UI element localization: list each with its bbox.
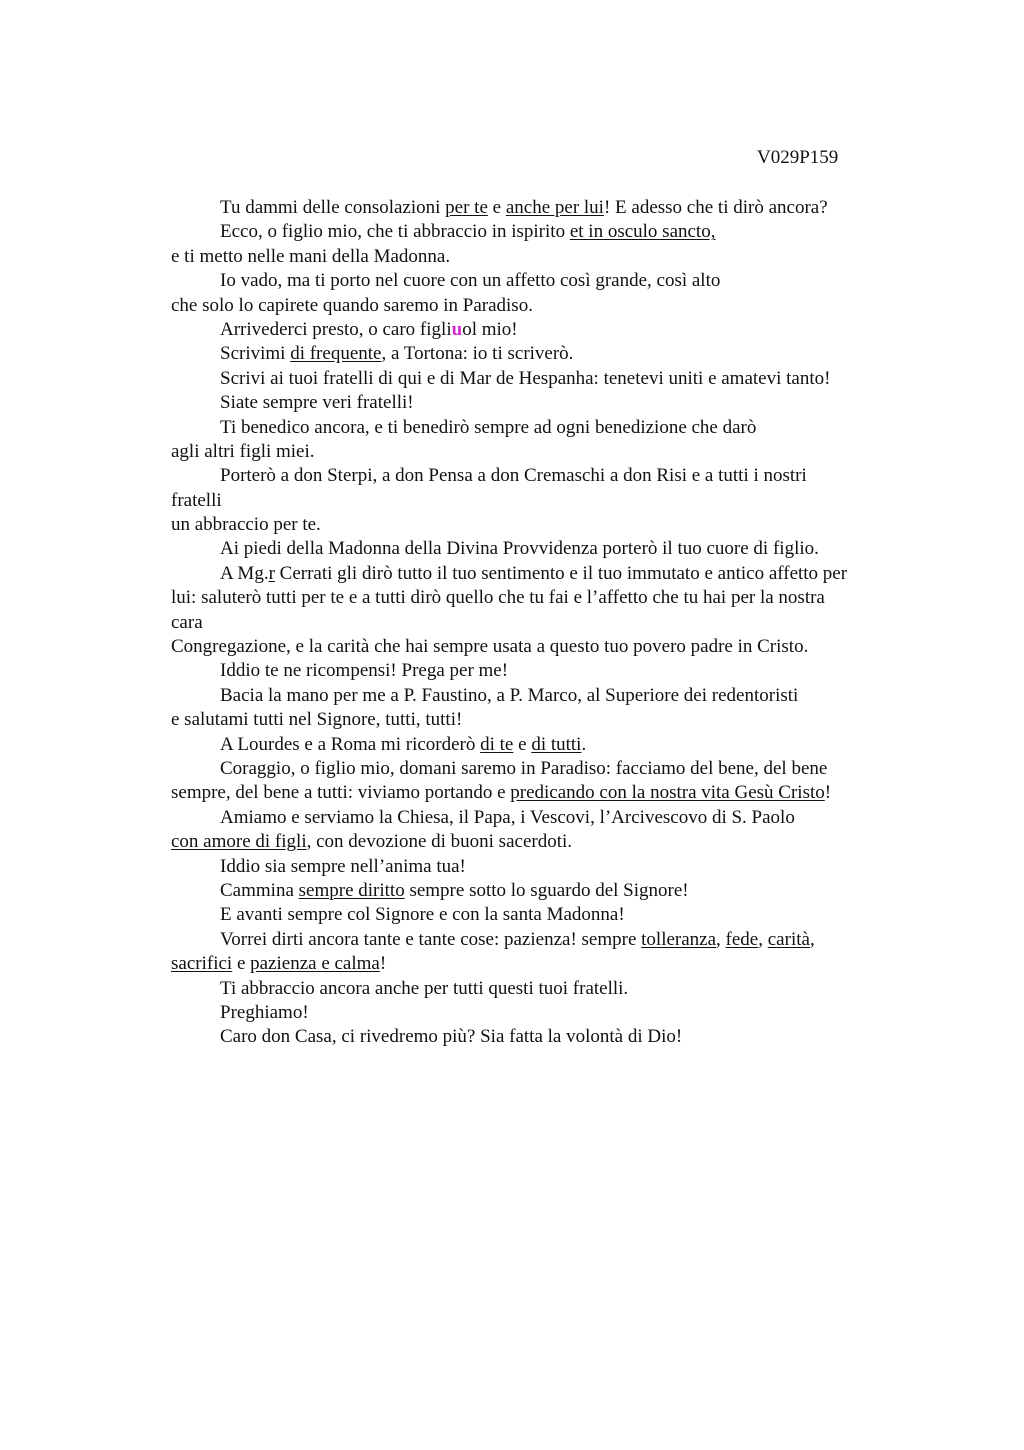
text-line xyxy=(171,659,911,683)
underlined-text: di tutti xyxy=(531,733,582,755)
text-segment: Ecco, o figlio mio, che ti abbraccio in ispirito xyxy=(220,221,570,243)
text-line xyxy=(171,489,911,513)
text-segment: Io vado, ma ti porto nel cuore con un affetto così grande, così alto xyxy=(220,270,721,292)
text-segment: , xyxy=(809,928,815,950)
text-segment: sempre sotto lo sguardo del Signore! xyxy=(404,879,689,901)
text-segment: , con devozione di buoni sacerdoti. xyxy=(306,831,573,853)
underlined-text: sacrifici xyxy=(171,953,233,975)
text-line xyxy=(171,781,911,805)
text-line xyxy=(171,196,911,220)
text-line xyxy=(171,806,911,830)
underlined-text: di frequente xyxy=(290,343,382,365)
underlined-text: con amore di figli xyxy=(171,831,307,853)
text-segment: e xyxy=(487,197,506,218)
text-segment: Coraggio, o figlio mio, domani saremo in Paradiso: facciamo del bene, del bene xyxy=(220,757,828,779)
text-line xyxy=(171,586,911,610)
text-segment: Porterò a don Sterpi, a don Pensa a don Cremaschi a don Risi e a tutti i nostri xyxy=(220,465,807,487)
underlined-text: r xyxy=(268,562,275,584)
underlined-text: fede xyxy=(725,928,759,950)
text-segment: Ai piedi della Madonna della Divina Provvidenza porterò il tuo cuore di figlio. xyxy=(220,538,819,560)
text-segment: ! xyxy=(824,782,832,804)
text-line xyxy=(171,440,911,464)
text-line xyxy=(171,416,911,440)
text-line xyxy=(171,342,911,366)
text-line xyxy=(171,391,911,415)
text-segment: Caro don Casa, ci rivedremo più? Sia fatta la volontà di Dio! xyxy=(220,1026,683,1048)
text-segment: Cerrati gli dirò tutto il tuo sentimento e il tuo immutato e antico affetto per xyxy=(274,562,848,584)
text-segment: , xyxy=(758,928,768,950)
text-segment: fratelli xyxy=(171,489,222,511)
page-identifier: V029P159 xyxy=(757,147,839,168)
text-segment: Siate sempre veri fratelli! xyxy=(220,392,414,414)
text-segment: lui: saluterò tutti per te e a tutti dirò quello che tu fai e l’affetto che tu hai per la nostra xyxy=(171,587,825,609)
underlined-text: tolleranza xyxy=(641,928,717,950)
underlined-text: et in osculo sancto, xyxy=(569,221,716,243)
text-segment: A Lourdes e a Roma mi ricorderò xyxy=(220,733,481,755)
text-line xyxy=(171,464,911,488)
text-segment: ! E adesso che ti dirò ancora? xyxy=(603,197,828,218)
text-segment: e xyxy=(232,953,251,975)
text-line xyxy=(171,318,911,342)
text-segment: , xyxy=(716,928,726,950)
text-line xyxy=(171,757,911,781)
text-segment: Cammina xyxy=(220,879,299,901)
text-segment: sempre, del bene a tutti: viviamo portando e xyxy=(171,782,511,804)
text-segment: e xyxy=(513,733,532,755)
text-line xyxy=(171,684,911,708)
text-line xyxy=(171,928,911,952)
text-line xyxy=(171,562,911,586)
text-segment: Preghiamo! xyxy=(220,1001,309,1023)
text-line xyxy=(171,611,911,635)
text-line xyxy=(171,952,911,976)
text-line xyxy=(171,733,911,757)
text-line xyxy=(171,855,911,879)
highlighted-letter: u xyxy=(451,318,463,340)
text-line xyxy=(171,269,911,293)
underlined-text: anche per lui xyxy=(505,197,604,218)
text-segment: e salutami tutti nel Signore, tutti, tutti! xyxy=(171,709,463,731)
text-line xyxy=(171,635,911,659)
text-line xyxy=(171,708,911,732)
text-line xyxy=(171,879,911,903)
text-segment: E avanti sempre col Signore e con la santa Madonna! xyxy=(220,904,625,926)
text-segment: cara xyxy=(171,611,203,633)
text-segment: Iddio sia sempre nell’anima tua! xyxy=(220,855,466,877)
text-segment: un abbraccio per te. xyxy=(171,514,321,536)
text-line xyxy=(171,977,911,1001)
text-line xyxy=(171,830,911,854)
underlined-text: sempre diritto xyxy=(298,879,405,901)
text-line xyxy=(171,513,911,537)
text-segment: agli altri figli miei. xyxy=(171,440,315,462)
text-segment: Arrivederci presto, o caro figli xyxy=(220,318,452,340)
text-line xyxy=(171,537,911,561)
text-segment: che solo lo capirete quando saremo in Paradiso. xyxy=(171,294,533,316)
text-segment: Congregazione, e la carità che hai sempre usata a questo tuo povero padre in Cristo. xyxy=(171,636,809,658)
text-segment: Ti abbraccio ancora anche per tutti questi tuoi fratelli. xyxy=(220,977,629,999)
text-line xyxy=(171,903,911,927)
underlined-text: carità xyxy=(767,928,810,950)
text-segment: Ti benedico ancora, e ti benedirò sempre ad ogni benedizione che darò xyxy=(220,416,757,438)
text-line xyxy=(171,1025,911,1049)
text-segment: Bacia la mano per me a P. Faustino, a P. Marco, al Superiore dei redentoristi xyxy=(220,684,799,706)
text-segment: ! xyxy=(379,953,387,975)
underlined-text: predicando con la nostra vita Gesù Cristo xyxy=(510,782,825,804)
underlined-text: pazienza e calma xyxy=(250,953,380,975)
text-line xyxy=(171,367,911,391)
underlined-text: di te xyxy=(480,733,514,755)
text-segment: Vorrei dirti ancora tante e tante cose: pazienza! sempre xyxy=(220,928,642,950)
text-segment: Scrivimi xyxy=(220,343,291,365)
text-line xyxy=(171,245,911,269)
text-segment: ol mio! xyxy=(462,318,518,340)
text-segment: e ti metto nelle mani della Madonna. xyxy=(171,245,451,267)
text-segment: . xyxy=(581,733,587,755)
text-segment: Tu dammi delle consolazioni xyxy=(220,197,446,218)
text-line xyxy=(171,220,911,244)
text-segment: Iddio te ne ricompensi! Prega per me! xyxy=(220,660,509,682)
underlined-text: per te xyxy=(445,197,488,218)
text-segment: , a Tortona: io ti scriverò. xyxy=(381,343,574,365)
text-line xyxy=(171,294,911,318)
text-line xyxy=(171,1001,911,1025)
text-segment: Amiamo e serviamo la Chiesa, il Papa, i Vescovi, l’Arcivescovo di S. Paolo xyxy=(220,806,795,828)
letter-body xyxy=(171,196,911,1050)
text-segment: Scrivi ai tuoi fratelli di qui e di Mar de Hespanha: tenetevi uniti e amatevi tanto! xyxy=(220,367,831,389)
text-segment: A Mg. xyxy=(220,562,269,584)
